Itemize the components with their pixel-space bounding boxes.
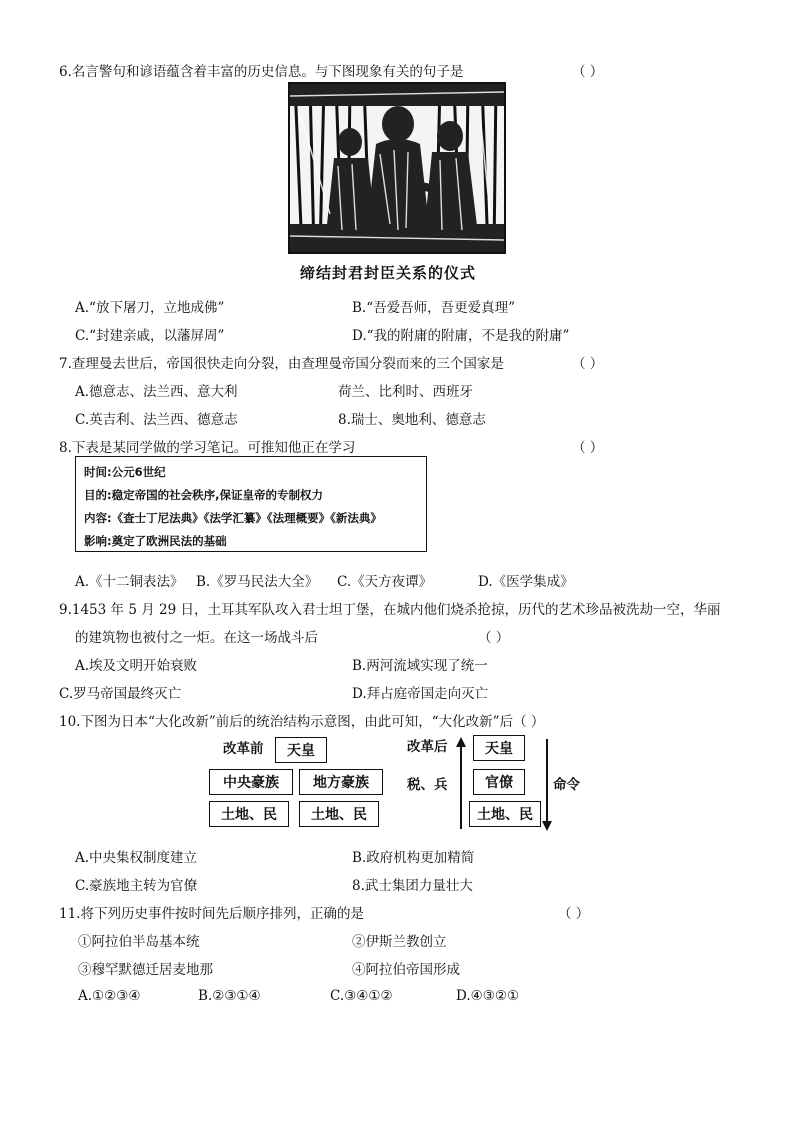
before-land-people-box-2: 土地、民: [299, 801, 379, 827]
q7-option-d[interactable]: 8.瑞士、奥地利、德意志: [338, 412, 486, 428]
after-emperor-box: 天皇: [473, 735, 525, 761]
q11-item-1: ①阿拉伯半岛基本统: [78, 934, 200, 950]
q9-answer-bracket: （ ）: [478, 630, 510, 646]
q11-answer-bracket: （ ）: [558, 906, 590, 922]
up-arrow-head: [456, 737, 466, 747]
q11-item-3: ③穆罕默德迁居麦地那: [78, 962, 213, 978]
q7-stem: 7.查理曼去世后，帝国很快走向分裂，由查理曼帝国分裂而来的三个国家是: [59, 356, 504, 372]
q10-option-b[interactable]: B.政府机构更加精简: [352, 850, 475, 866]
q6-option-c[interactable]: C.“封建亲戚，以藩屏周”: [75, 328, 225, 344]
study-note-table: [75, 456, 427, 552]
local-clan-box: 地方豪族: [299, 769, 383, 795]
taika-reform-diagram: [205, 735, 595, 835]
q10-option-c[interactable]: C.豪族地主转为官僚: [75, 878, 198, 894]
q6-option-a[interactable]: A.“放下屠刀，立地成佛”: [75, 300, 225, 316]
q8-option-c[interactable]: C.《天方夜谭》: [337, 574, 433, 590]
q11-stem: 11.将下列历史事件按时间先后顺序排列，正确的是: [59, 906, 364, 922]
central-clan-box: 中央豪族: [209, 769, 293, 795]
q7-answer-bracket: （ ）: [572, 356, 604, 372]
before-reform-label: 改革前: [223, 741, 264, 757]
after-reform-label: 改革后: [407, 739, 448, 755]
before-emperor-box: 天皇: [275, 737, 327, 763]
q9-stem-line2: 的建筑物也被付之一炬。在这一场战斗后: [75, 630, 318, 646]
note-influence: 影响:奠定了欧洲民法的基础: [84, 534, 227, 548]
before-land-people-box-1: 土地、民: [209, 801, 289, 827]
q9-option-d[interactable]: D.拜占庭帝国走向灭亡: [352, 686, 489, 702]
q6-answer-bracket: （ ）: [572, 64, 604, 80]
q6-stem: 6.名言警句和谚语蕴含着丰富的历史信息。与下图现象有关的句子是: [59, 64, 464, 80]
feudal-ceremony-image: [288, 82, 506, 254]
note-content: 内容:《查士丁尼法典》《法学汇纂》《法理概要》《新法典》: [84, 511, 382, 525]
q8-option-a[interactable]: A.《十二铜表法》: [75, 574, 184, 590]
q8-answer-bracket: （ ）: [572, 440, 604, 456]
q9-option-b[interactable]: B.两河流域实现了统一: [352, 658, 488, 674]
officials-box: 官僚: [473, 769, 525, 795]
q9-option-a[interactable]: A.埃及文明开始衰败: [75, 658, 198, 674]
q11-option-a[interactable]: A.①②③④: [78, 988, 141, 1004]
note-purpose: 目的:稳定帝国的社会秩序,保证皇帝的专制权力: [84, 488, 323, 502]
q6-option-b[interactable]: B.“吾爱吾师，吾更爱真理”: [352, 300, 516, 316]
woodcut-illustration: [290, 84, 504, 252]
q11-option-b[interactable]: B.②③①④: [198, 988, 261, 1004]
q9-option-c[interactable]: C.罗马帝国最终灭亡: [59, 686, 182, 702]
q10-option-a[interactable]: A.中央集权制度建立: [75, 850, 198, 866]
q8-option-b[interactable]: B.《罗马民法大全》: [196, 574, 319, 590]
q7-option-b[interactable]: 荷兰、比利时、西班牙: [338, 384, 473, 400]
q11-item-4: ④阿拉伯帝国形成: [352, 962, 460, 978]
q7-option-a[interactable]: A.德意志、法兰西、意大利: [75, 384, 238, 400]
q11-option-d[interactable]: D.④③②①: [456, 988, 520, 1004]
q11-option-c[interactable]: C.③④①②: [330, 988, 393, 1004]
q11-item-2: ②伊斯兰教创立: [352, 934, 447, 950]
q10-stem: 10.下图为日本“大化改新”前后的统治结构示意图，由此可知，“大化改新”后（ ）: [59, 714, 545, 730]
q9-stem-line1: 9.1453 年 5 月 29 日，土耳其军队攻入君士坦丁堡，在城内他们烧杀抢掠，历代的艺术珍品被洗劫一空，华丽: [59, 602, 721, 618]
down-arrow-head: [542, 821, 552, 831]
after-land-people-box: 土地、民: [469, 801, 541, 827]
command-label: 命令: [553, 777, 580, 793]
note-time: 时间:公元6世纪: [84, 465, 166, 479]
diagram-arrows: [205, 735, 595, 835]
q10-option-d[interactable]: 8.武士集团力量壮大: [352, 878, 473, 894]
q6-option-d[interactable]: D.“我的附庸的附庸，不是我的附庸”: [352, 328, 570, 344]
image-caption: 缔结封君封臣关系的仪式: [300, 264, 477, 282]
q7-option-c[interactable]: C.英吉利、法兰西、德意志: [75, 412, 238, 428]
q8-option-d[interactable]: D.《医学集成》: [478, 574, 574, 590]
tax-soldier-label: 税、兵: [407, 777, 448, 793]
q8-stem: 8.下表是某同学做的学习笔记。可推知他正在学习: [59, 440, 356, 456]
